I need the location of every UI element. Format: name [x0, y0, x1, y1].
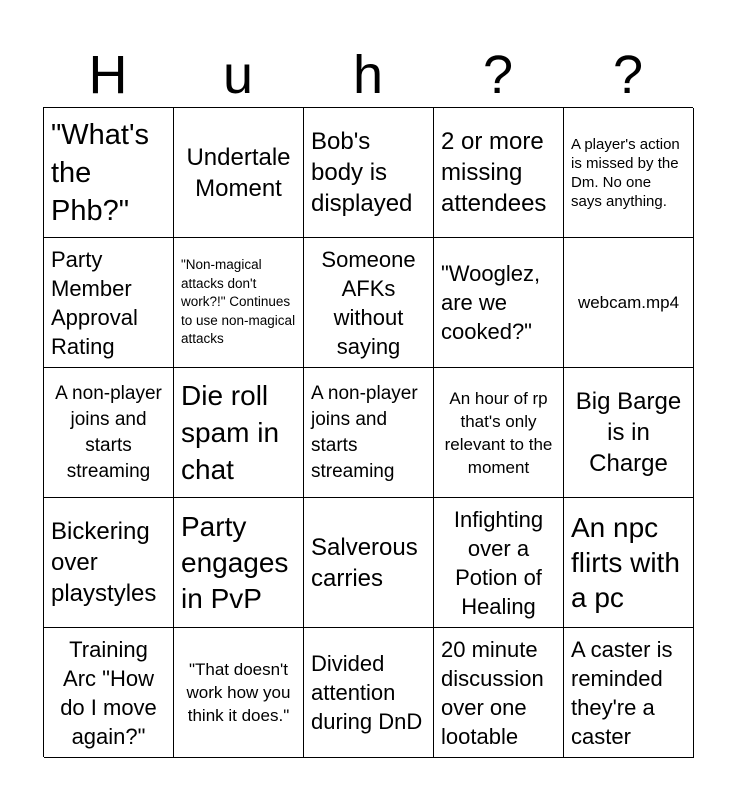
bingo-cell-r3-c5[interactable]	[564, 368, 694, 498]
bingo-cell-text: "What's the Phb?"	[51, 118, 150, 227]
bingo-cell-r1-c1[interactable]	[44, 108, 174, 238]
bingo-cell-text: Big Barge is in Charge	[575, 388, 682, 477]
bingo-cell-r5-c5[interactable]	[564, 628, 694, 758]
bingo-cell-r5-c4[interactable]	[434, 628, 564, 758]
bingo-cell-text: An npc flirts with a pc	[571, 512, 680, 613]
bingo-cell-r2-c4[interactable]	[434, 238, 564, 368]
bingo-cell-r2-c1[interactable]	[44, 238, 174, 368]
bingo-cell-text: 2 or more missing attendees	[441, 128, 547, 217]
header-letter-2: u	[222, 45, 254, 105]
bingo-cell-r1-c3[interactable]	[304, 108, 434, 238]
header-letter-3: h	[352, 45, 384, 105]
bingo-cell-text: Infighting over a Potion of Healing	[453, 506, 544, 619]
header-letter-4: ?	[482, 45, 514, 105]
bingo-cell-text: Party Member Approval Rating	[51, 246, 138, 359]
bingo-cell-r2-c2[interactable]	[174, 238, 304, 368]
bingo-cell-r2-c5[interactable]	[564, 238, 694, 368]
bingo-header	[43, 44, 693, 106]
bingo-grid	[43, 107, 693, 757]
bingo-cell-text: A caster is reminded they're a caster	[571, 636, 673, 749]
bingo-cell-text: An hour of rp that's only relevant to the moment	[444, 388, 553, 477]
bingo-cell-text: "That doesn't work how you think it does."	[186, 660, 291, 725]
bingo-cell-text: Divided attention during DnD	[311, 651, 423, 734]
bingo-cell-r4-c4[interactable]	[434, 498, 564, 628]
bingo-cell-r4-c3[interactable]	[304, 498, 434, 628]
bingo-cell-r3-c2[interactable]	[174, 368, 304, 498]
bingo-cell-text: A player's action is missed by the Dm. No one says anything.	[571, 135, 680, 210]
bingo-cell-text: A non-player joins and starts streaming	[311, 382, 418, 482]
bingo-cell-r2-c3[interactable]	[304, 238, 434, 368]
bingo-cell-text: Bickering over playstyles	[51, 518, 157, 607]
bingo-cell-r5-c3[interactable]	[304, 628, 434, 758]
bingo-cell-text: Training Arc "How do I move again?"	[60, 636, 157, 749]
bingo-cell-text: Someone AFKs without saying	[321, 246, 416, 359]
bingo-cell-text: webcam.mp4	[577, 293, 680, 312]
bingo-cell-r5-c2[interactable]	[174, 628, 304, 758]
header-letter-5: ?	[612, 45, 644, 105]
bingo-cell-text: Salverous carries	[311, 533, 418, 592]
bingo-cell-text: Bob's body is displayed	[311, 128, 413, 217]
bingo-cell-r3-c4[interactable]	[434, 368, 564, 498]
bingo-cell-r3-c3[interactable]	[304, 368, 434, 498]
bingo-cell-text: Undertale Moment	[186, 143, 291, 202]
bingo-cell-text: Party engages in PvP	[181, 510, 289, 614]
bingo-cell-r5-c1[interactable]	[44, 628, 174, 758]
header-letter-1: H	[88, 45, 128, 105]
bingo-cell-text: 20 minute discussion over one lootable	[441, 636, 544, 749]
bingo-cell-r3-c1[interactable]	[44, 368, 174, 498]
bingo-cell-r4-c2[interactable]	[174, 498, 304, 628]
bingo-cell-r4-c5[interactable]	[564, 498, 694, 628]
bingo-cell-r1-c2[interactable]	[174, 108, 304, 238]
bingo-cell-text: Die roll spam in chat	[181, 380, 280, 485]
bingo-cell-text: "Wooglez, are we cooked?"	[441, 261, 541, 344]
bingo-cell-r4-c1[interactable]	[44, 498, 174, 628]
bingo-cell-text: "Non-magical attacks don't work?!" Continues to use non-magical attacks	[181, 257, 296, 347]
bingo-cell-text: A non-player joins and starts streaming	[55, 382, 162, 482]
bingo-cell-r1-c5[interactable]	[564, 108, 694, 238]
bingo-cell-r1-c4[interactable]	[434, 108, 564, 238]
